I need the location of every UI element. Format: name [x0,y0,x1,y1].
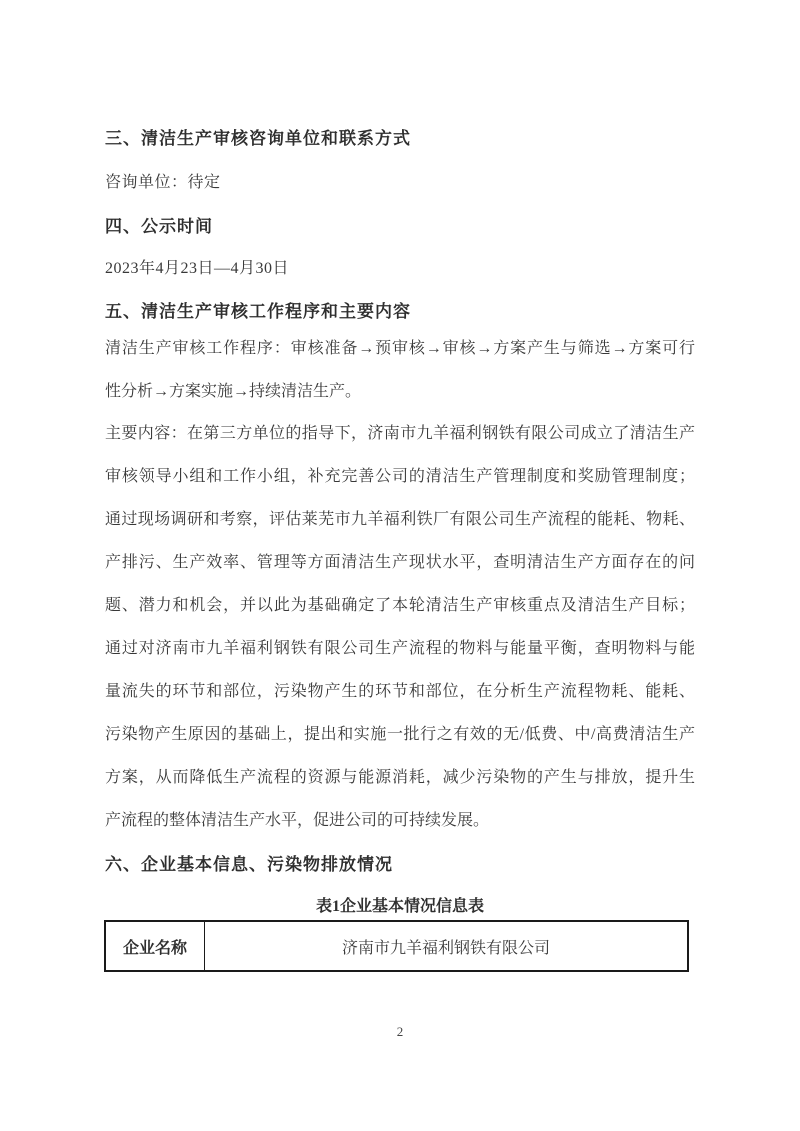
enterprise-name-label: 企业名称 [105,921,205,971]
paragraph-line: 性分析→方案实施→持续清洁生产。 [105,383,362,400]
table-caption: 表1企业基本情况信息表 [315,898,484,915]
enterprise-name-value: 济南市九羊福利钢铁有限公司 [205,921,689,971]
paragraph-line: 污染物产生原因的基础上，提出和实施一批行之有效的无/低费、中/高费清洁生产 [105,726,695,743]
paragraph-line: 通过现场调研和考察，评估莱芜市九羊福利铁厂有限公司生产流程的能耗、物耗、 [105,511,695,528]
paragraph-line: 清洁生产审核工作程序：审核准备→预审核→审核→方案产生与筛选→方案可行 [105,340,695,357]
procedure-paragraph [105,327,695,413]
paragraph-line: 量流失的环节和部位，污染物产生的环节和部位，在分析生产流程物耗、能耗、 [105,683,695,700]
main-content-paragraph [105,412,695,842]
paragraph-line: 审核领导小组和工作小组，补充完善公司的清洁生产管理制度和奖励管理制度； [105,468,695,485]
paragraph-line: 题、潜力和机会，并以此为基础确定了本轮清洁生产审核重点及清洁生产目标； [105,597,695,614]
enterprise-info-table [104,920,689,972]
paragraph-line: 方案，从而降低生产流程的资源与能源消耗，减少污染物的产生与排放，提升生 [105,769,695,786]
paragraph-line: 产流程的整体清洁生产水平，促进公司的可持续发展。 [105,812,490,829]
heading-section-3: 三、清洁生产审核咨询单位和联系方式 [105,129,411,148]
heading-section-4: 四、公示时间 [105,217,213,236]
paragraph-line: 产排污、生产效率、管理等方面清洁生产现状水平，查明清洁生产方面存在的问 [105,554,695,571]
consult-unit-line: 咨询单位：待定 [105,174,221,191]
page-number: 2 [396,1024,404,1039]
paragraph-line: 通过对济南市九羊福利钢铁有限公司生产流程的物料与能量平衡，查明物料与能 [105,640,695,657]
table-row [105,921,688,971]
heading-section-6: 六、企业基本信息、污染物排放情况 [105,855,393,874]
publicity-date-range: 2023年4月23日—4月30日 [105,260,290,277]
heading-section-5: 五、清洁生产审核工作程序和主要内容 [105,302,411,321]
paragraph-line: 主要内容：在第三方单位的指导下，济南市九羊福利钢铁有限公司成立了清洁生产 [105,425,695,442]
